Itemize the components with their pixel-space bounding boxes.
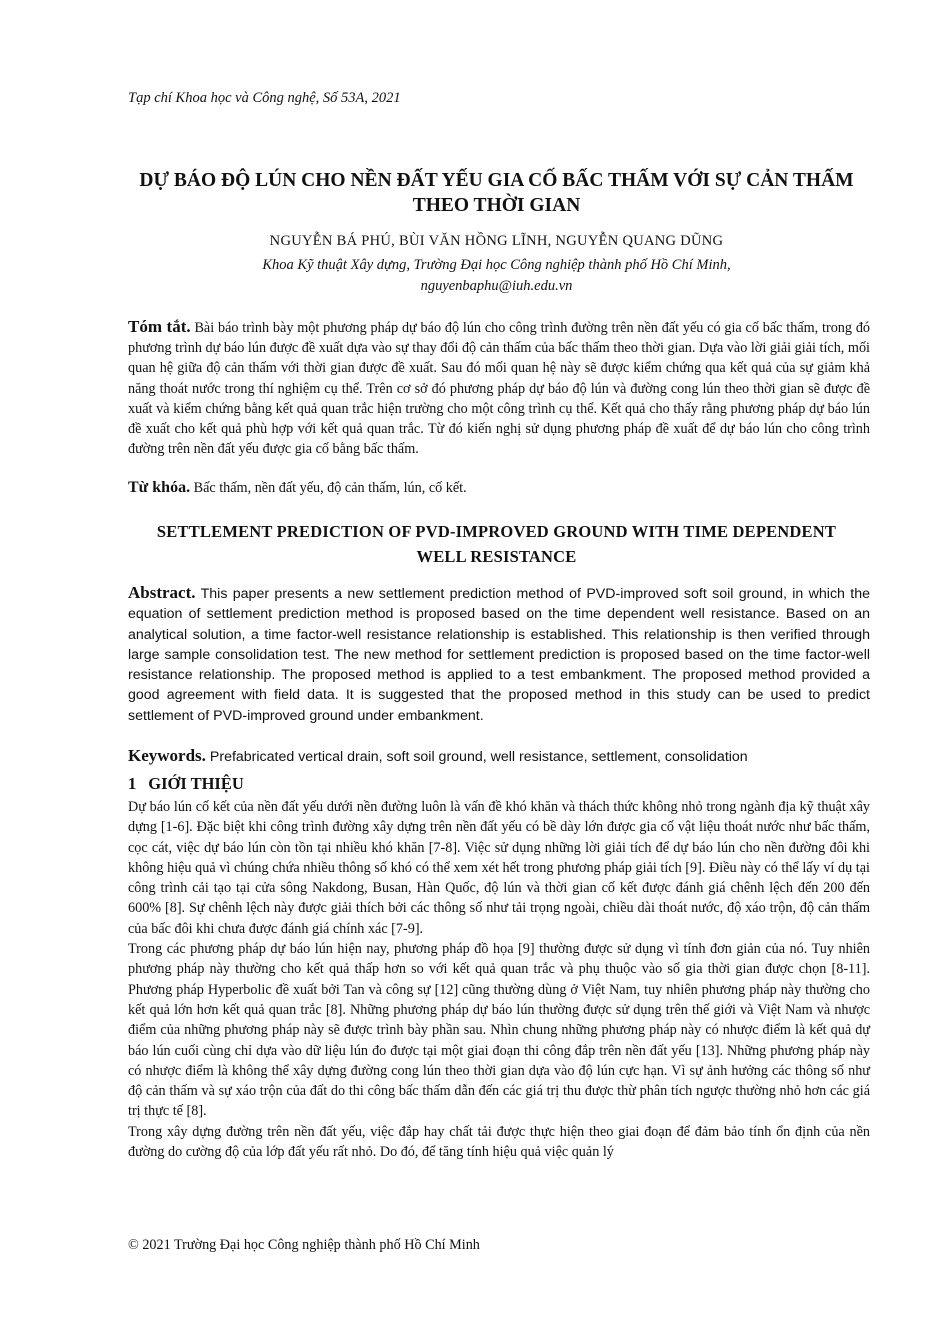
paper-title-en: SETTLEMENT PREDICTION OF PVD-IMPROVED GROUND WITH TIME DEPENDENT WELL RESISTANCE bbox=[156, 522, 837, 566]
abstract-en bbox=[128, 583, 870, 726]
authors: NGUYỄN BÁ PHÚ, BÙI VĂN HỒNG LĨNH, NGUYỄN QUANG DŨNG bbox=[269, 233, 724, 249]
abstract-en-text: This paper presents a new settlement prediction method of PVD-improved soft soil ground, in which the equation of settlement prediction method is proposed based on the time dependent well resistance. Based on an analytical solution, a time factor-well resistance relationship is established. This relationship is then verified through large sample consolidation test. The new method for settlement prediction is proposed based on the time factor-well resistance relationship. The proposed method is applied to a test embankment. The proposed method provided a good agreement with field data. It is suggested that the proposed method in this study can be used to predict settlement of PVD-improved ground under embankment. bbox=[128, 586, 871, 724]
keywords-vn-label: Từ khóa. bbox=[128, 479, 191, 496]
abstract-vn bbox=[128, 317, 870, 459]
affiliation-block bbox=[130, 255, 863, 297]
keywords-vn-text: Bấc thấm, nền đất yếu, độ cản thấm, lún, cố kết. bbox=[193, 480, 467, 496]
section-body bbox=[128, 797, 870, 1162]
section-title: GIỚI THIỆU bbox=[148, 774, 244, 793]
paper-title-vn: DỰ BÁO ĐỘ LÚN CHO NỀN ĐẤT YẾU GIA CỐ BẤC THẤM VỚI SỰ CẢN THẤM THEO THỜI GIAN bbox=[139, 170, 854, 216]
keywords-en bbox=[128, 746, 870, 766]
section-number: 1 bbox=[128, 774, 137, 793]
body-paragraph: Dự báo lún cố kết của nền đất yếu dưới nền đường luôn là vấn đề khó khăn và thách thức không nhỏ trong ngành địa kỹ thuật xây dựng [1-6]. Đặc biệt khi công trình đường xây dựng trên nền đất yếu có bề dày lớn được gia cố vật liệu thoát nước như bấc thấm, cọc cát, việc dự báo lún còn tồn tại nhiều khó khăn [7-8]. Việc sử dụng những lời giải tích để dự báo lún cho nền đường đôi khi không hiệu quả vì chúng chứa nhiều thông số khó có thể xem xét hết trong phương pháp giải tích [9]. Điều này có thể lấy ví dụ tại công trình cải tạo tại cửa sông Nakdong, Busan, Hàn Quốc, độ lún và thời gian cố kết được đánh giá chênh lệch đến 200 đến 600% [8]. Sự chênh lệch này được giải thích bởi các thông số như tải trọng ngoài, chiều dài thoát nước, độ xáo trộn, độ cản thấm của bấc đôi khi chưa được đánh giá chính xác [7-9]. bbox=[128, 799, 870, 937]
journal-header: Tạp chí Khoa học và Công nghệ, Số 53A, 2021 bbox=[128, 90, 401, 106]
abstract-en-label: Abstract. bbox=[128, 583, 196, 602]
keywords-en-label: Keywords. bbox=[128, 746, 206, 765]
email: nguyenbaphu@iuh.edu.vn bbox=[420, 278, 573, 294]
affiliation: Khoa Kỹ thuật Xây dựng, Trường Đại học Công nghiệp thành phố Hồ Chí Minh, bbox=[262, 257, 731, 273]
abstract-vn-label: Tóm tắt. bbox=[128, 317, 191, 336]
footer-copyright: © 2021 Trường Đại học Công nghiệp thành phố Hồ Chí Minh bbox=[128, 1237, 480, 1253]
body-paragraph: Trong các phương pháp dự báo lún hiện nay, phương pháp đồ họa [9] thường được sử dụng vì tính đơn giản của nó. Tuy nhiên phương pháp này thường cho kết quả thấp hơn so với kết quả quan trắc và phụ thuộc vào số gia thời gian được chọn [8-11]. Phương pháp Hyperbolic đề xuất bởi Tan và công sự [12] cũng thường dùng ở Việt Nam, tuy nhiên phương pháp này thường cho kết quả lớn hơn kết quả quan trắc [8]. Những phương pháp dự báo lún thường được sử dụng trên thế giới và Việt Nam và nhược điểm của những phương pháp này sẽ được trình bày phần sau. Nhìn chung những phương pháp này có nhược điểm là kết quả dự báo lún cuối cùng chỉ dựa vào dữ liệu lún đo được tại một giai đoạn thi công đắp trên nền đất yếu [13]. Những phương pháp này có nhược điểm là không thể xây dựng đường cong lún theo thời gian dựa vào độ lún cực hạn. Vì sự ảnh hưởng các thông số như độ cản thấm và sự xáo trộn của đất do thi công bấc thấm dẫn đến các giá trị thu được thừ phân tích ngược thường nhỏ hơn các giá trị thực tế [8]. bbox=[128, 941, 870, 1120]
abstract-vn-text: Bài báo trình bày một phương pháp dự báo độ lún cho công trình đường trên nền đất yếu có gia cố bấc thấm, trong đó phương trình dự báo lún được đề xuất dựa vào sự thay đổi độ cản thấm của bấc thấm theo thời gian. Dựa vào lời giải giải tích, mối quan hệ giữa độ cản thấm với thời gian được đề xuất. Sau đó mối quan hệ này sẽ được kiểm chứng qua kết quả của sự giảm khả năng thoát nước trong thí nghiệm cụ thể. Trên cơ sở đó phương pháp dự báo độ lún và đường cong lún theo thời gian sẽ được đề xuất và kiểm chứng bằng kết quả quan trắc hiện trường cho một công trình cụ thể. Kết quả cho thấy rằng phương pháp dự báo lún đề xuất cho kết quả phù hợp với kết quả quan trắc. Từ đó kiến nghị sử dụng phương pháp đề xuất để dự báo lún cho công trình đường trên nền đất yếu được gia cố bằng bấc thấm. bbox=[128, 320, 871, 458]
section-heading bbox=[128, 774, 244, 794]
body-paragraph: Trong xây dựng đường trên nền đất yếu, việc đắp hay chất tải được thực hiện theo giai đoạn để đảm bảo tính ổn định của nền đường do cường độ của lớp đất yếu rất nhỏ. Do đó, để tăng tính hiệu quả việc quản lý bbox=[128, 1123, 870, 1161]
keywords-en-text: Prefabricated vertical drain, soft soil ground, well resistance, settlement, consolidation bbox=[209, 749, 748, 765]
keywords-vn bbox=[128, 479, 870, 497]
